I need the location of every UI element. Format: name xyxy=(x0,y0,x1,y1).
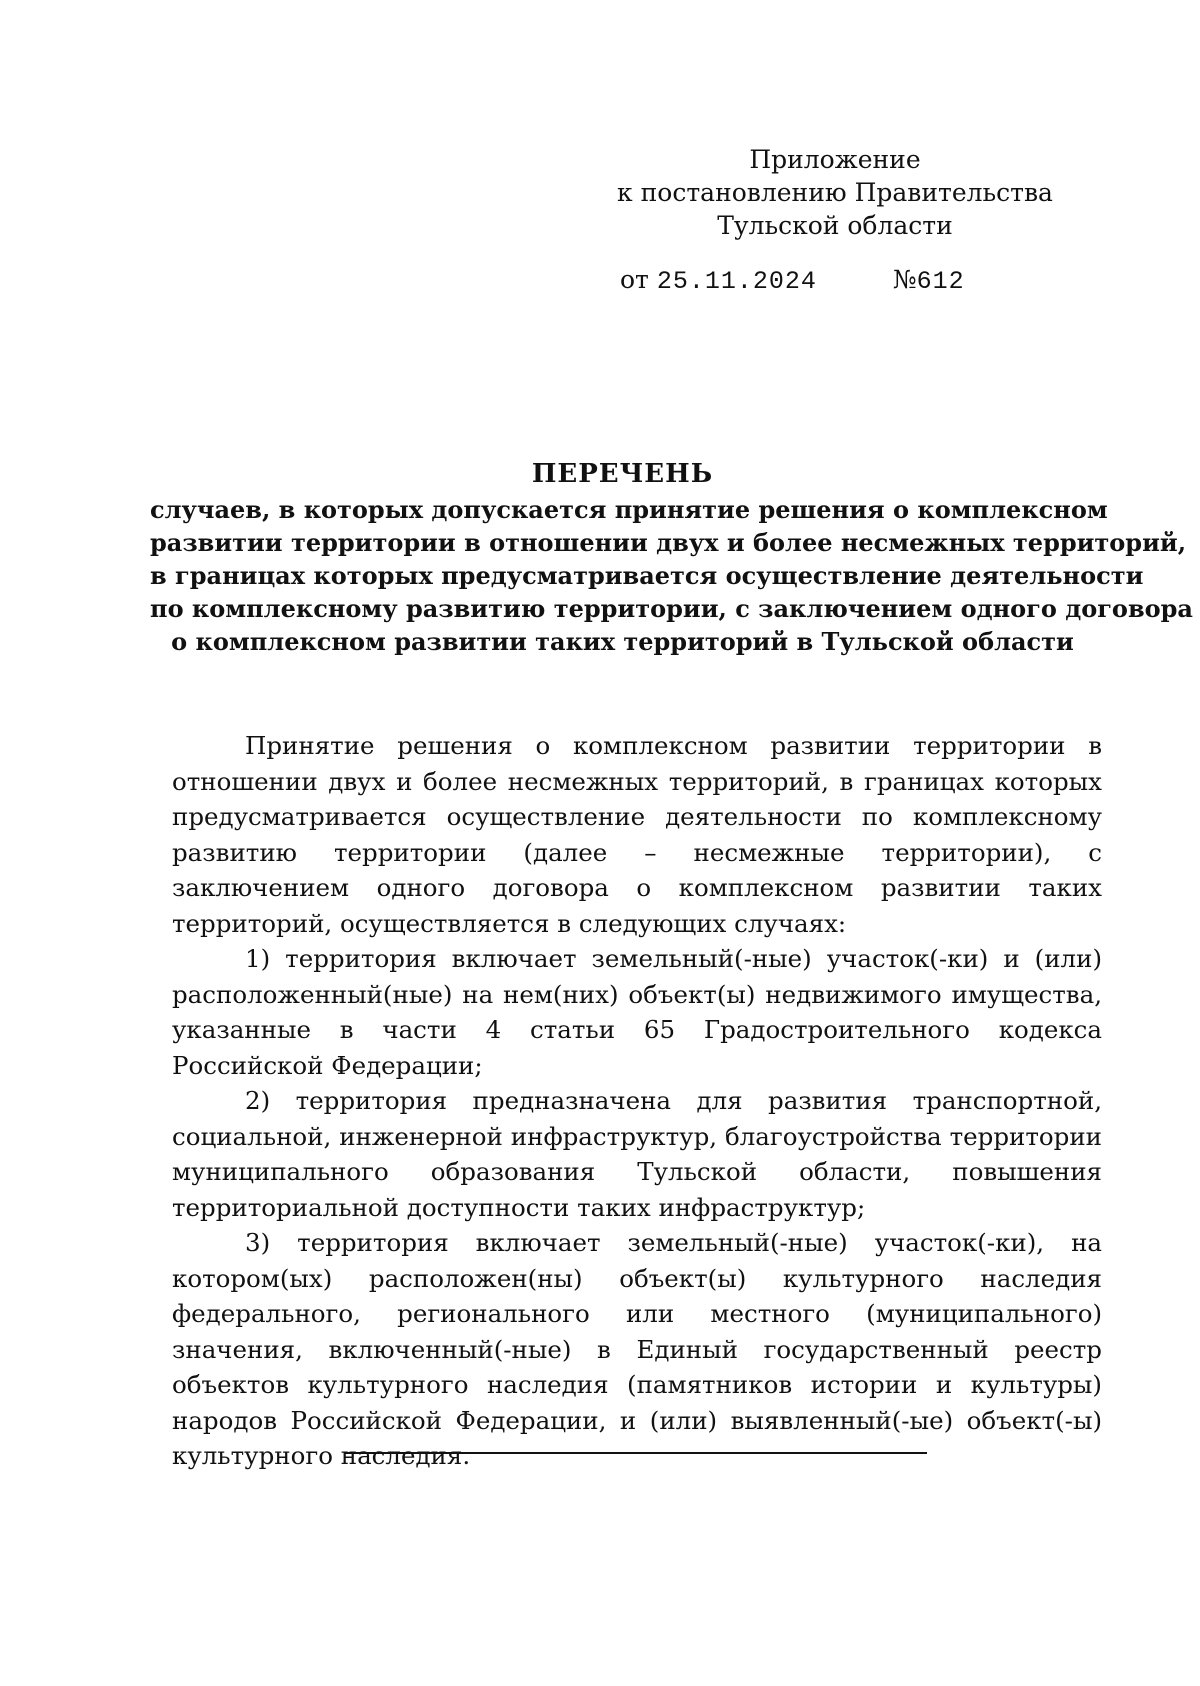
title-line: развитии территории в отношении двух и более несмежных территорий, xyxy=(150,528,1187,557)
resolution-date xyxy=(620,265,817,296)
title-line: в границах которых предусматривается осуществление деятельности xyxy=(150,561,1144,590)
number-prefix: № xyxy=(893,265,917,294)
date-prefix: от xyxy=(620,265,649,294)
appendix-resolution-ref: к постановлению Правительства xyxy=(617,178,1053,207)
title-line: по комплексному развитию территории, с заключением одного договора xyxy=(150,594,1193,623)
list-item: 2) территория предназначена для развития транспортной, социальной, инженерной инфраструктур, благоустройства территории муниципального образования Тульской области, повышения территориальной доступности таких инфраструктур; xyxy=(172,1086,1102,1222)
appendix-label: Приложение xyxy=(749,145,921,174)
list-item: 1) территория включает земельный(-ные) участок(-ки) и (или) расположенный(ные) на нем(них) объект(ы) недвижимого имущества, указанные в части 4 статьи 65 Градостроительного кодекса Российской Федерации; xyxy=(172,944,1102,1080)
intro-paragraph: Принятие решения о комплексном развитии территории в отношении двух и более несмежных территорий, в границах которых предусматривается осуществление деятельности по комплексному развитию территории (далее – несмежные территории), с заключением одного договора о комплексном развитии таких территорий, осуществляется в следующих случаях: xyxy=(172,731,1102,938)
appendix-region: Тульской области xyxy=(717,211,953,240)
appendix-header xyxy=(600,143,1070,242)
title-line: о комплексном развитии таких территорий в Тульской области xyxy=(171,627,1074,656)
document-body xyxy=(172,728,1102,1474)
title-line: случаев, в которых допускается принятие решения о комплексном xyxy=(150,495,1108,524)
resolution-number xyxy=(893,265,965,296)
number-value: 612 xyxy=(916,267,965,296)
end-divider xyxy=(345,1452,927,1454)
title-main: ПЕРЕЧЕНЬ xyxy=(531,459,714,489)
list-item: 3) территория включает земельный(-ные) участок(-ки), на котором(ых) расположен(ны) объект(ы) культурного наследия федерального, регионального или местного (муниципального) значения, включенный(-ные) в Единый государственный реестр объектов культурного наследия (памятников истории и культуры) народов Российской Федерации, и (или) выявленный(-ые) объект(-ы) культурного наследия. xyxy=(172,1228,1102,1470)
document-title xyxy=(150,458,1193,658)
date-value: 25.11.2024 xyxy=(656,267,817,296)
